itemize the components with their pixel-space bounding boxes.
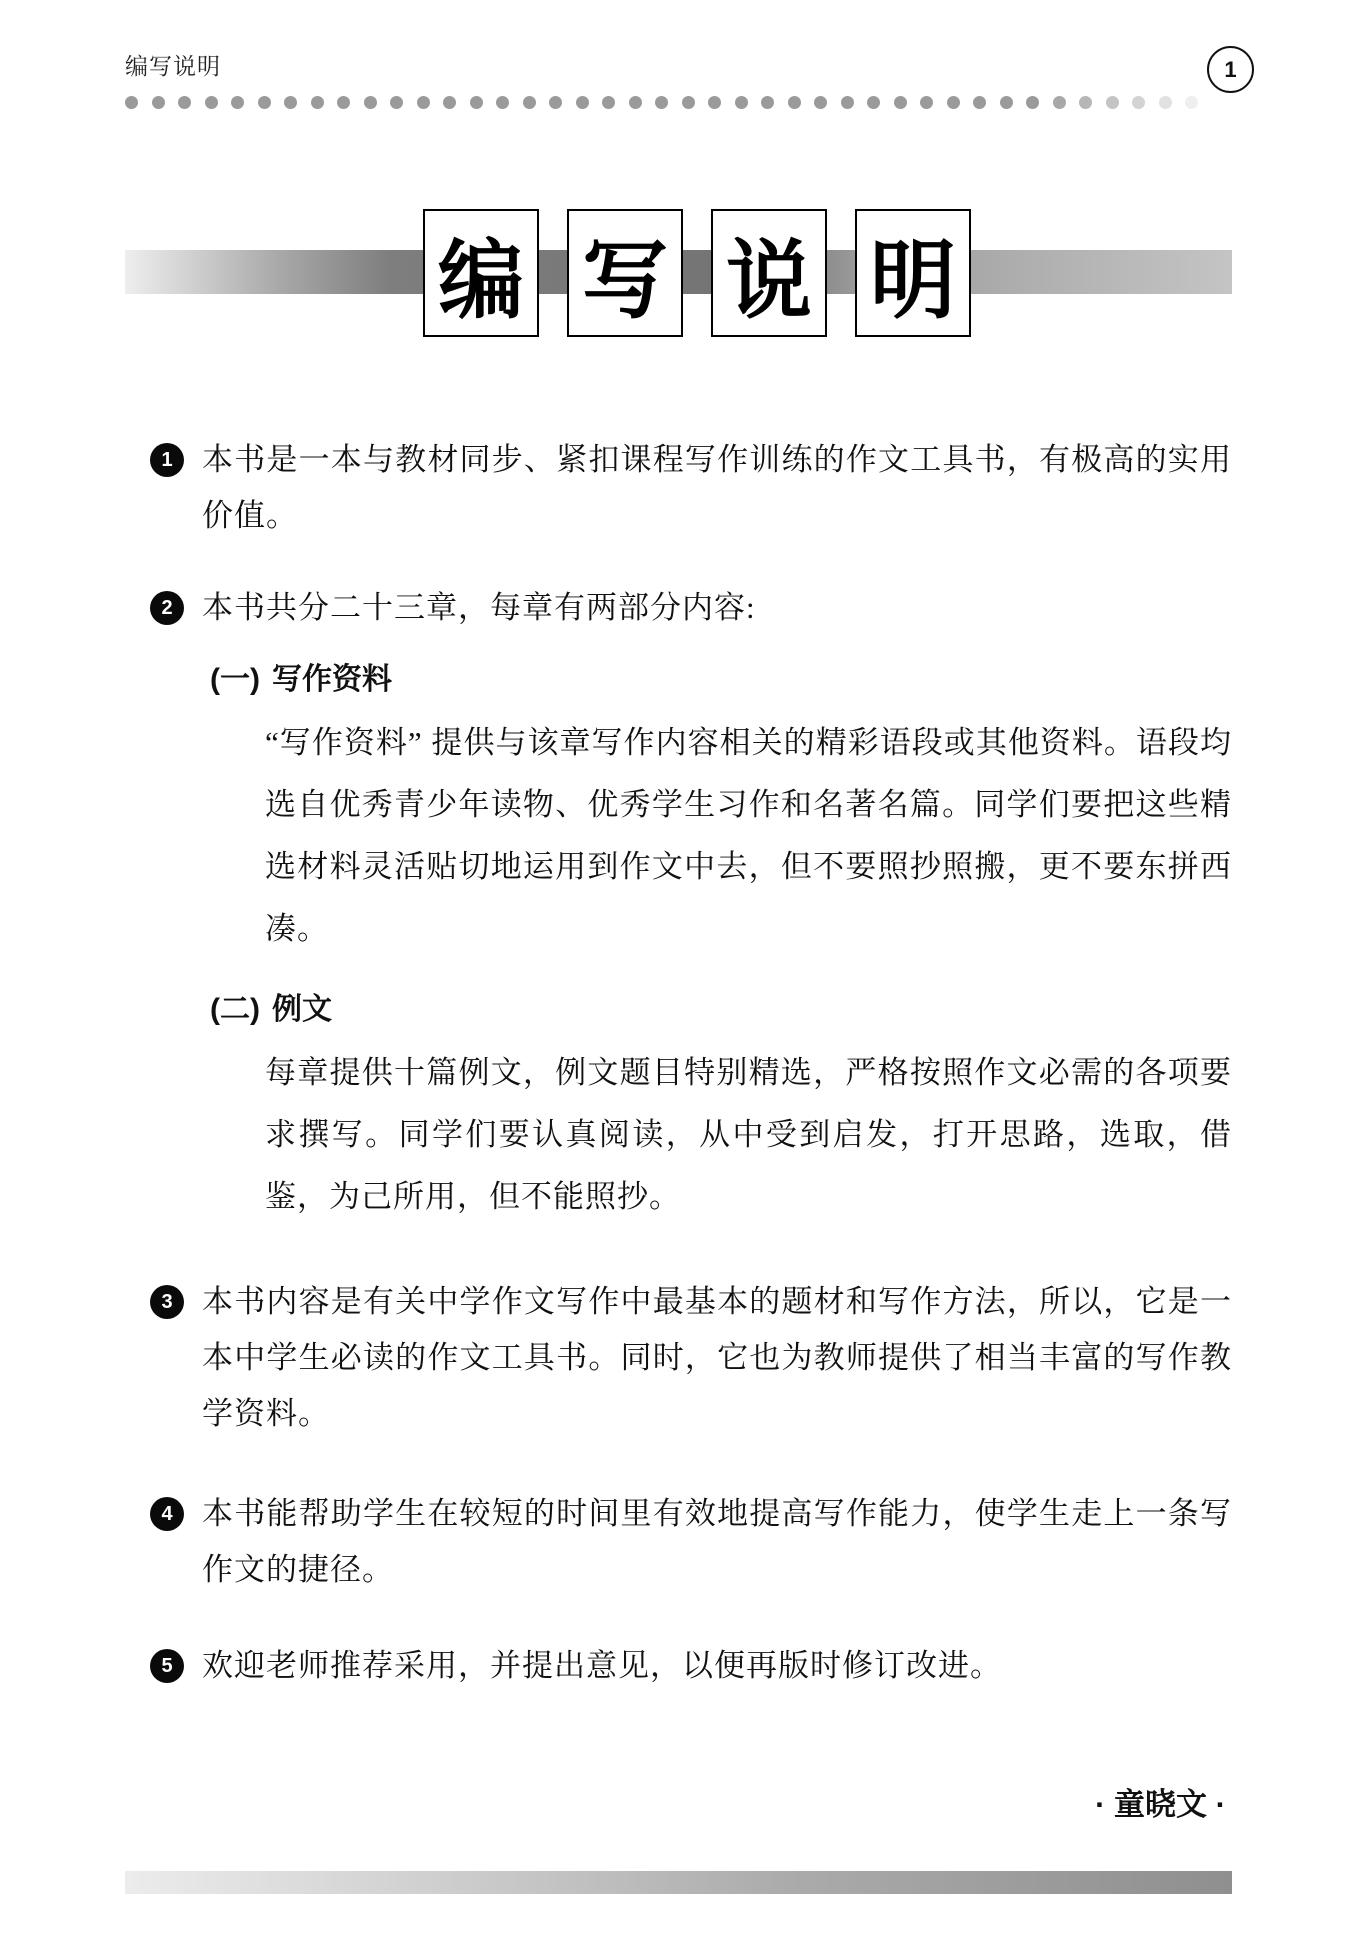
- dot: [973, 96, 986, 109]
- list-item-2: [125, 580, 1232, 636]
- item-2-marker: 2: [150, 591, 184, 625]
- dot: [947, 96, 960, 109]
- dot: [284, 96, 297, 109]
- item-4-marker: 4: [150, 1497, 184, 1531]
- dot: [708, 96, 721, 109]
- dot: [470, 96, 483, 109]
- dot: [258, 96, 271, 109]
- item-4-text: 本书能帮助学生在较短的时间里有效地提高写作能力，使学生走上一条写作文的捷径。: [202, 1496, 1232, 1587]
- list-item-4: [125, 1486, 1232, 1598]
- dot: [814, 96, 827, 109]
- dot: [152, 96, 165, 109]
- dot: [1026, 96, 1039, 109]
- section-1-label: (一): [210, 663, 260, 696]
- banner-boxes: [423, 209, 971, 337]
- page-content: [125, 432, 1232, 1824]
- list-item-3: [125, 1274, 1232, 1442]
- item-3-marker: 3: [150, 1285, 184, 1319]
- dot: [311, 96, 324, 109]
- running-head-title: 编写说明: [125, 53, 221, 79]
- dot: [523, 96, 536, 109]
- dot: [682, 96, 695, 109]
- dot: [1106, 96, 1119, 109]
- item-3-text: 本书内容是有关中学作文写作中最基本的题材和写作方法，所以，它是一本中学生必读的作文工具书。同时，它也为教师提供了相当丰富的写作教学资料。: [202, 1284, 1232, 1431]
- dots-row: [125, 96, 1232, 109]
- dot: [178, 96, 191, 109]
- banner-char-box: 写: [567, 209, 683, 337]
- section-example-essays: [210, 982, 1232, 1228]
- banner-char-box: 说: [711, 209, 827, 337]
- footer-gradient-band: [125, 1871, 1232, 1894]
- list-item-5: [125, 1638, 1232, 1694]
- item-5-text: 欢迎老师推荐采用，并提出意见，以便再版时修订改进。: [202, 1648, 1002, 1683]
- page-number-badge: [1207, 46, 1254, 93]
- dot: [231, 96, 244, 109]
- section-2-title: 例文: [271, 993, 332, 1026]
- page-number: 1: [1224, 56, 1237, 82]
- dot: [443, 96, 456, 109]
- list-item-1: [125, 432, 1232, 544]
- item-5-marker: 5: [150, 1649, 184, 1683]
- dot: [920, 96, 933, 109]
- item-1-marker: 1: [150, 443, 184, 477]
- dot: [788, 96, 801, 109]
- dot: [841, 96, 854, 109]
- section-1-title: 写作资料: [271, 663, 392, 696]
- dot: [1159, 96, 1172, 109]
- section-2-label: (二): [210, 993, 260, 1026]
- dot: [390, 96, 403, 109]
- dot: [496, 96, 509, 109]
- section-writing-material: [210, 652, 1232, 960]
- item-2-text: 本书共分二十三章，每章有两部分内容:: [202, 590, 756, 625]
- dot: [417, 96, 430, 109]
- section-1-heading: [210, 652, 1232, 708]
- dot: [655, 96, 668, 109]
- dot: [364, 96, 377, 109]
- dot: [1000, 96, 1013, 109]
- dot: [735, 96, 748, 109]
- dot: [1132, 96, 1145, 109]
- dot: [1185, 96, 1198, 109]
- banner-char-box: 编: [423, 209, 539, 337]
- dot: [205, 96, 218, 109]
- dot: [894, 96, 907, 109]
- dot: [629, 96, 642, 109]
- dot: [761, 96, 774, 109]
- item-1-text: 本书是一本与教材同步、紧扣课程写作训练的作文工具书，有极高的实用价值。: [202, 442, 1232, 533]
- dot: [1053, 96, 1066, 109]
- banner-char-box: 明: [855, 209, 971, 337]
- dot: [867, 96, 880, 109]
- title-banner: [125, 209, 1232, 337]
- author-signature: · 童晓文 ·: [1095, 1787, 1226, 1822]
- section-2-heading: [210, 982, 1232, 1038]
- dot: [337, 96, 350, 109]
- section-2-body: 每章提供十篇例文，例文题目特别精选，严格按照作文必需的各项要求撰写。同学们要认真阅读，从中受到启发，打开思路，选取，借鉴，为己所用，但不能照抄。: [265, 1055, 1232, 1214]
- dot: [576, 96, 589, 109]
- section-1-body: “写作资料” 提供与该章写作内容相关的精彩语段或其他资料。语段均选自优秀青少年读物、优秀学生习作和名著名篇。同学们要把这些精选材料灵活贴切地运用到作文中去，但不要照抄照搬，更不要东拼西凑。: [265, 725, 1232, 946]
- dot: [1079, 96, 1092, 109]
- dot: [125, 96, 138, 109]
- dot: [602, 96, 615, 109]
- dot: [549, 96, 562, 109]
